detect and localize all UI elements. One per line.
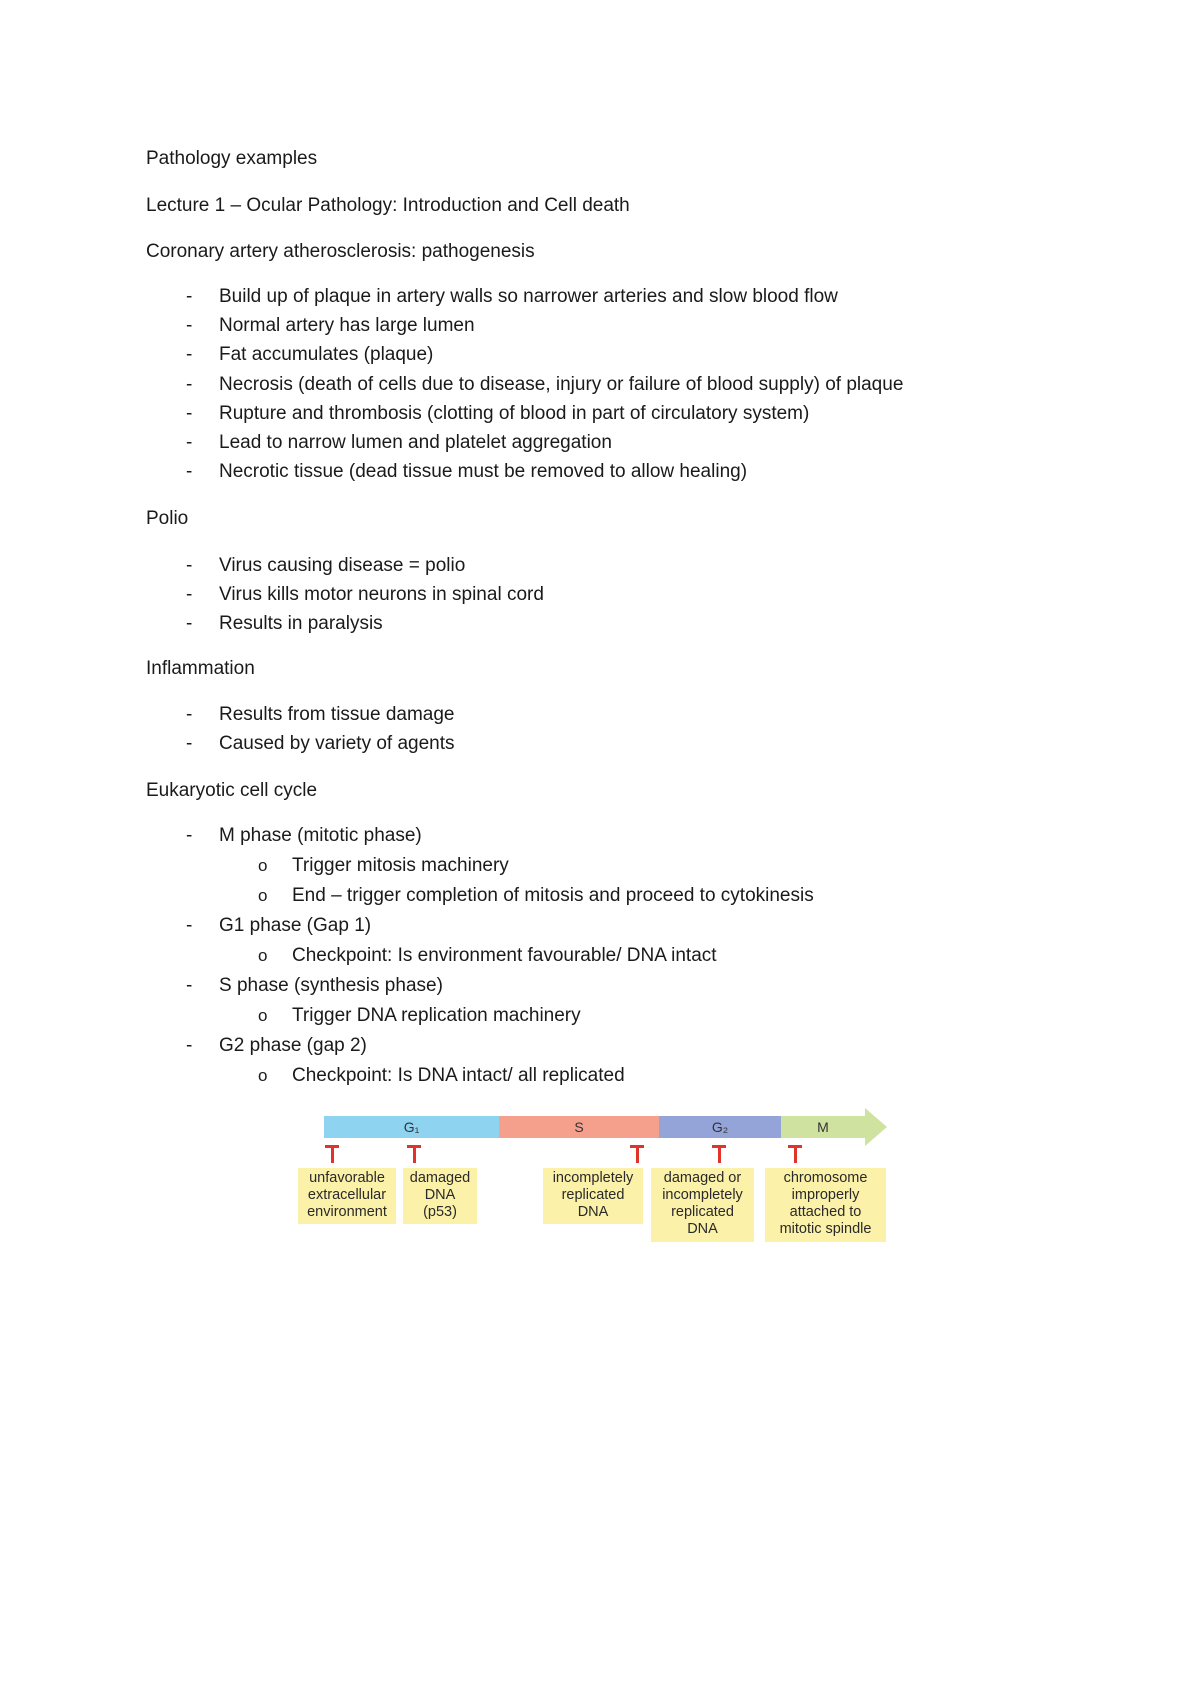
arrowhead-icon	[865, 1108, 887, 1146]
list-dash: -	[186, 584, 193, 605]
list-dash: -	[186, 613, 193, 634]
list-item: Results in paralysis	[219, 613, 383, 634]
sub-list-item: Trigger mitosis machinery	[292, 855, 509, 876]
list-item: Caused by variety of agents	[219, 733, 455, 754]
inhibition-icon	[630, 1145, 644, 1165]
checkpoint-box: chromosome improperly attached to mitotic spindle	[765, 1168, 886, 1242]
phase-m-bar: M	[781, 1116, 865, 1138]
list-item: Necrosis (death of cells due to disease, injury or failure of blood supply) of plaque	[219, 374, 904, 395]
list-dash: -	[186, 432, 193, 453]
cell-cycle-diagram	[297, 1108, 897, 1248]
sub-bullet: o	[258, 1066, 268, 1085]
list-dash: -	[186, 344, 193, 365]
section-heading: Inflammation	[146, 658, 255, 679]
phase-g1-bar: G₁	[324, 1116, 499, 1138]
inhibition-icon	[407, 1145, 421, 1165]
list-dash: -	[186, 1035, 193, 1056]
sub-list-item: Trigger DNA replication machinery	[292, 1005, 581, 1026]
list-item: Virus kills motor neurons in spinal cord	[219, 584, 544, 605]
list-dash: -	[186, 704, 193, 725]
checkpoint-box: damaged DNA (p53)	[403, 1168, 477, 1224]
list-dash: -	[186, 403, 193, 424]
sub-bullet: o	[258, 886, 268, 905]
section-heading: Polio	[146, 508, 189, 529]
list-dash: -	[186, 733, 193, 754]
sub-bullet: o	[258, 946, 268, 965]
list-item: Rupture and thrombosis (clotting of blood in part of circulatory system)	[219, 403, 810, 424]
inhibition-icon	[788, 1145, 802, 1165]
list-item: G1 phase (Gap 1)	[219, 915, 372, 936]
list-item: M phase (mitotic phase)	[219, 825, 422, 846]
checkpoint-box: incompletely replicated DNA	[543, 1168, 643, 1224]
section-heading: Eukaryotic cell cycle	[146, 780, 318, 801]
list-item: Fat accumulates (plaque)	[219, 344, 434, 365]
list-dash: -	[186, 975, 193, 996]
list-dash: -	[186, 915, 193, 936]
sub-bullet: o	[258, 1006, 268, 1025]
list-item: Lead to narrow lumen and platelet aggregation	[219, 432, 612, 453]
list-item: G2 phase (gap 2)	[219, 1035, 367, 1056]
sub-list-item: End – trigger completion of mitosis and proceed to cytokinesis	[292, 885, 814, 906]
sub-bullet: o	[258, 856, 268, 875]
list-item: Necrotic tissue (dead tissue must be removed to allow healing)	[219, 461, 748, 482]
list-dash: -	[186, 286, 193, 307]
checkpoint-box: unfavorable extracellular environment	[298, 1168, 396, 1224]
phase-s-bar: S	[499, 1116, 659, 1138]
list-dash: -	[186, 461, 193, 482]
phase-g2-bar: G₂	[659, 1116, 781, 1138]
inhibition-icon	[325, 1145, 339, 1165]
sub-list-item: Checkpoint: Is environment favourable/ DNA intact	[292, 945, 717, 966]
list-item: S phase (synthesis phase)	[219, 975, 443, 996]
lecture-title: Lecture 1 – Ocular Pathology: Introduction and Cell death	[146, 195, 630, 216]
inhibition-icon	[712, 1145, 726, 1165]
list-dash: -	[186, 825, 193, 846]
doc-title: Pathology examples	[146, 148, 318, 169]
list-item: Build up of plaque in artery walls so narrower arteries and slow blood flow	[219, 286, 838, 307]
list-dash: -	[186, 555, 193, 576]
list-item: Normal artery has large lumen	[219, 315, 475, 336]
list-dash: -	[186, 374, 193, 395]
sub-list-item: Checkpoint: Is DNA intact/ all replicated	[292, 1065, 625, 1086]
section-heading: Coronary artery atherosclerosis: pathogenesis	[146, 241, 535, 262]
list-item: Virus causing disease = polio	[219, 555, 466, 576]
list-item: Results from tissue damage	[219, 704, 455, 725]
checkpoint-box: damaged or incompletely replicated DNA	[651, 1168, 754, 1242]
list-dash: -	[186, 315, 193, 336]
